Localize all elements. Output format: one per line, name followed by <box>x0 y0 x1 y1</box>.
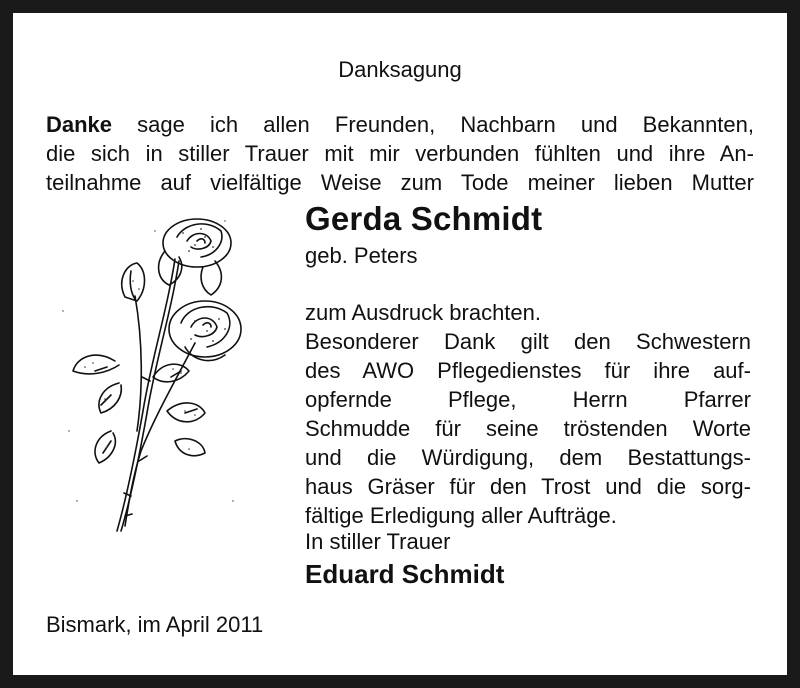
body-line: opfernde Pflege, Herrn Pfarrer <box>305 387 751 412</box>
intro-line-1 <box>46 110 754 139</box>
body-line: Besonderer Dank gilt den Schwestern <box>305 329 751 354</box>
body-line: und die Würdigung, dem Bestattungs- <box>305 445 751 470</box>
thanks-body <box>305 298 751 530</box>
body-line: des AWO Pflegedienstes für ihre auf- <box>305 358 751 383</box>
intro-line-2: die sich in stiller Trauer mit mir verbunden fühlten und ihre An- <box>46 141 754 166</box>
maiden-name: geb. Peters <box>305 243 418 268</box>
body-line: fältige Erledigung aller Aufträge. <box>305 503 617 528</box>
deceased-name: Gerda Schmidt <box>305 200 543 237</box>
notice-title: Danksagung <box>338 57 462 82</box>
place-date: Bismark, im April 2011 <box>46 612 264 637</box>
intro-line-3: teilnahme auf vielfältige Weise zum Tode meiner lieben Mutter <box>46 170 754 195</box>
body-line: haus Gräser für den Trost und die sorg- <box>305 474 751 499</box>
intro-text <box>46 110 754 197</box>
signer-name: Eduard Schmidt <box>305 559 505 589</box>
body-line: Schmudde für seine tröstenden Worte <box>305 416 751 441</box>
intro-line-1-rest: sage ich allen Freunden, Nachbarn und Bekannten, <box>112 112 754 137</box>
body-line: zum Ausdruck brachten. <box>305 300 542 325</box>
intro-bold-word: Danke <box>46 112 113 137</box>
obituary-card <box>13 13 787 675</box>
closing-phrase: In stiller Trauer <box>305 529 451 554</box>
roses-drawing <box>55 201 245 561</box>
